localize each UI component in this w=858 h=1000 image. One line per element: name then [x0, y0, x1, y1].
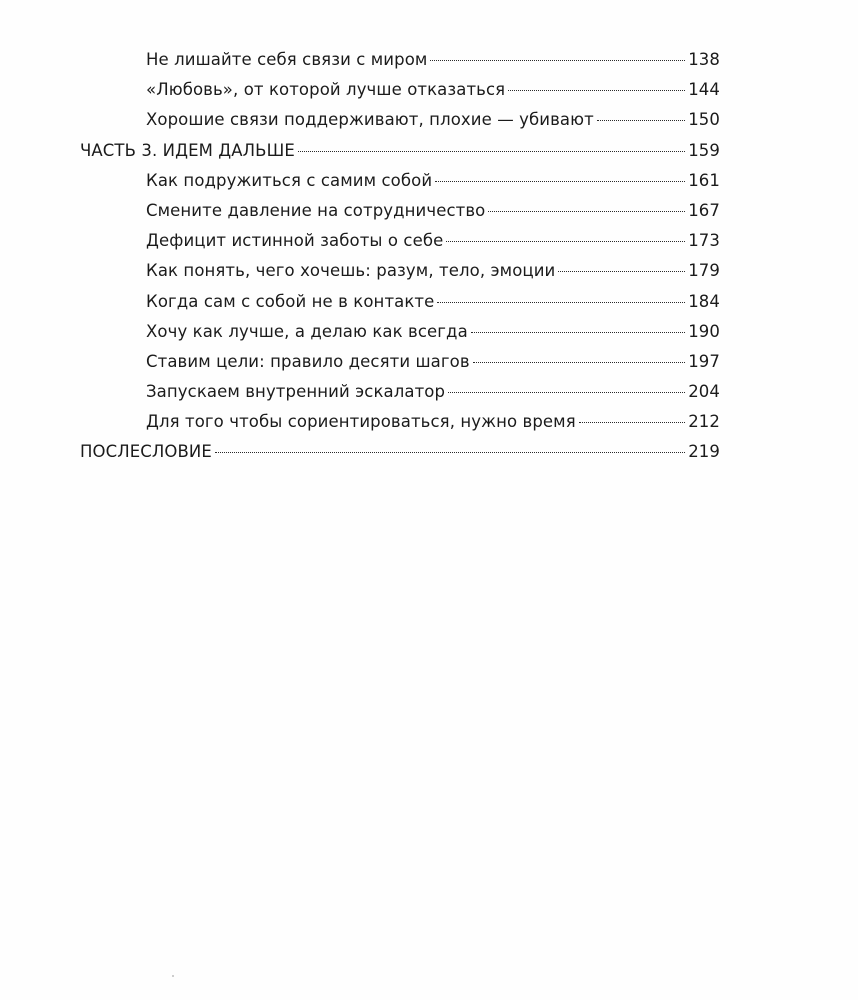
toc-entry-title: Когда сам с собой не в контакте [146, 291, 435, 311]
toc-page-number: 219 [688, 442, 720, 462]
toc-page-number: 204 [688, 382, 720, 402]
toc-part-entry [80, 437, 720, 467]
table-of-contents [80, 45, 720, 468]
toc-chapter-entry [80, 105, 720, 135]
toc-page-number: 167 [688, 200, 720, 220]
toc-entry-title: ПОСЛЕСЛОВИЕ [80, 442, 212, 462]
toc-dot-leader [473, 362, 686, 363]
toc-page-number: 159 [688, 140, 720, 160]
toc-dot-leader [488, 211, 685, 212]
toc-dot-leader [446, 241, 685, 242]
toc-chapter-entry [80, 166, 720, 196]
toc-dot-leader [579, 422, 685, 423]
toc-page-number: 144 [688, 80, 720, 100]
toc-chapter-entry [80, 75, 720, 105]
toc-dot-leader [471, 332, 685, 333]
toc-page-number: 161 [688, 170, 720, 190]
toc-entry-title: Хорошие связи поддерживают, плохие — убивают [146, 110, 594, 130]
toc-entry-title: Как понять, чего хочешь: разум, тело, эмоции [146, 261, 556, 281]
toc-entry-title: Ставим цели: правило десяти шагов [146, 351, 470, 371]
toc-page-number: 197 [688, 351, 720, 371]
toc-dot-leader [435, 181, 685, 182]
toc-chapter-entry [80, 196, 720, 226]
toc-entry-title: Дефицит истинной заботы о себе [146, 231, 444, 251]
toc-entry-title: Запускаем внутренний эскалатор [146, 382, 446, 402]
toc-dot-leader [558, 271, 685, 272]
toc-chapter-entry [80, 347, 720, 377]
toc-page-number: 150 [688, 110, 720, 130]
toc-dot-leader [597, 120, 685, 121]
toc-chapter-entry [80, 407, 720, 437]
toc-page-number: 184 [688, 291, 720, 311]
toc-chapter-entry [80, 45, 720, 75]
toc-part-entry [80, 136, 720, 166]
toc-entry-title: Для того чтобы сориентироваться, нужно время [146, 412, 576, 432]
toc-entry-title: Хочу как лучше, а делаю как всегда [146, 321, 468, 341]
toc-dot-leader [298, 151, 685, 152]
toc-page-number: 190 [688, 321, 720, 341]
toc-chapter-entry [80, 226, 720, 256]
toc-page-number: 179 [688, 261, 720, 281]
toc-chapter-entry [80, 377, 720, 407]
toc-entry-title: «Любовь», от которой лучше отказаться [146, 80, 506, 100]
toc-chapter-entry [80, 256, 720, 286]
toc-dot-leader [215, 452, 685, 453]
toc-page-number: 138 [688, 50, 720, 69]
toc-page-number: 173 [688, 231, 720, 251]
toc-chapter-entry [80, 317, 720, 347]
toc-chapter-entry [80, 287, 720, 317]
scan-speck [172, 975, 174, 977]
toc-dot-leader [437, 302, 685, 303]
toc-entry-title: Смените давление на сотрудничество [146, 200, 486, 220]
toc-entry-title: Как подружиться с самим собой [146, 170, 433, 190]
toc-dot-leader [508, 90, 685, 91]
toc-entry-title: ЧАСТЬ 3. ИДЕМ ДАЛЬШЕ [80, 140, 295, 160]
toc-dot-leader [430, 60, 685, 61]
toc-entry-title: Не лишайте себя связи с миром [146, 50, 428, 69]
toc-dot-leader [448, 392, 685, 393]
toc-page-number: 212 [688, 412, 720, 432]
